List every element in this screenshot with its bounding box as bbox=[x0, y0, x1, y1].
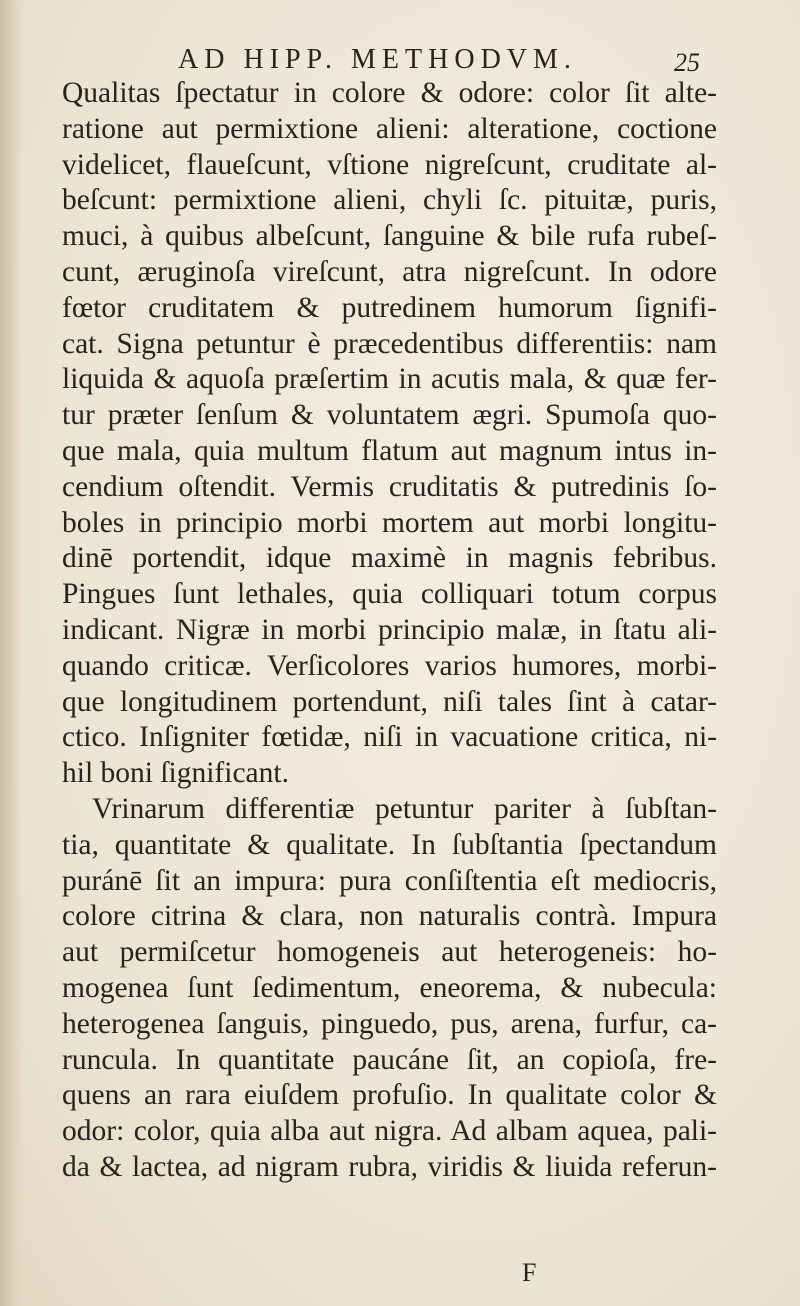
text-line: quando criticæ. Verſicolores varios humores, morbi- bbox=[62, 649, 717, 682]
text-line: videlicet, flaueſcunt, vſtione nigreſcunt, cruditate al- bbox=[62, 148, 717, 181]
text-line: boles in principio morbi mortem aut morbi longitu- bbox=[62, 506, 717, 539]
text-line: cat. Signa petuntur è præcedentibus differentiis: nam bbox=[62, 327, 717, 360]
text-line: indicant. Nigræ in morbi principio malæ, in ſtatu ali- bbox=[62, 613, 717, 646]
text-line: Pingues ſunt lethales, quia colliquari totum corpus bbox=[62, 578, 717, 611]
text-line: beſcunt: permixtione alieni, chyli ſc. pituitæ, puris, bbox=[62, 184, 717, 217]
paragraph-start-line: Vrinarum differentiæ petuntur pariter à ſubſtan- bbox=[92, 792, 717, 825]
signature-mark: F bbox=[522, 1258, 537, 1287]
page-number: 25 bbox=[674, 48, 700, 77]
text-line: que longitudinem portendunt, niſi tales ſint à catar- bbox=[62, 685, 717, 718]
paragraph-end-line: hil boni ſignificant. bbox=[62, 757, 289, 790]
text-line: ctico. Inſigniter fœtidæ, niſi in vacuatione critica, ni- bbox=[62, 721, 717, 754]
text-line: aut permiſcetur homogeneis aut heterogeneis: ho- bbox=[62, 936, 717, 969]
text-line: cunt, æruginoſa vireſcunt, atra nigreſcunt. In odore bbox=[62, 255, 717, 288]
text-line: tur præter ſenſum & voluntatem ægri. Spumoſa quo- bbox=[62, 399, 717, 432]
text-line: ratione aut permixtione alieni: alteratione, coctione bbox=[62, 112, 717, 145]
text-line: tia, quantitate & qualitate. In ſubſtantia ſpectandum bbox=[62, 828, 717, 861]
text-line: runcula. In quantitate paucáne ſit, an copioſa, fre- bbox=[62, 1043, 717, 1076]
text-line: mogenea ſunt ſedimentum, eneorema, & nubecula: bbox=[62, 971, 717, 1004]
text-line: da & lactea, ad nigram rubra, viridis & liuida referun- bbox=[62, 1150, 717, 1183]
text-line: quens an rara eiuſdem profuſio. In qualitate color & bbox=[62, 1079, 717, 1112]
body-text bbox=[62, 76, 717, 1186]
text-line: muci, à quibus albeſcunt, ſanguine & bile rufa rubeſ- bbox=[62, 220, 717, 253]
text-line: dinē portendit, idque maximè in magnis febribus. bbox=[62, 542, 717, 575]
text-line: fœtor cruditatem & putredinem humorum ſignifi- bbox=[62, 291, 717, 324]
text-line: que mala, quia multum flatum aut magnum intus in- bbox=[62, 434, 717, 467]
text-line: colore citrina & clara, non naturalis contrà. Impura bbox=[62, 900, 717, 933]
binding-gutter bbox=[0, 0, 22, 1306]
text-line: liquida & aquoſa præſertim in acutis mala, & quæ fer- bbox=[62, 363, 717, 396]
text-line: puránē ſit an impura: pura conſiſtentia eſt mediocris, bbox=[62, 864, 717, 897]
text-line: Qualitas ſpectatur in colore & odore: color ſit alte- bbox=[62, 77, 717, 109]
running-head: AD HIPP. METHODVM. bbox=[178, 44, 577, 75]
text-line: odor: color, quia alba aut nigra. Ad albam aquea, pali- bbox=[62, 1115, 717, 1148]
text-line: heterogenea ſanguis, pinguedo, pus, arena, furfur, ca- bbox=[62, 1007, 717, 1040]
text-line: cendium oſtendit. Vermis cruditatis & putredinis ſo- bbox=[62, 470, 717, 503]
